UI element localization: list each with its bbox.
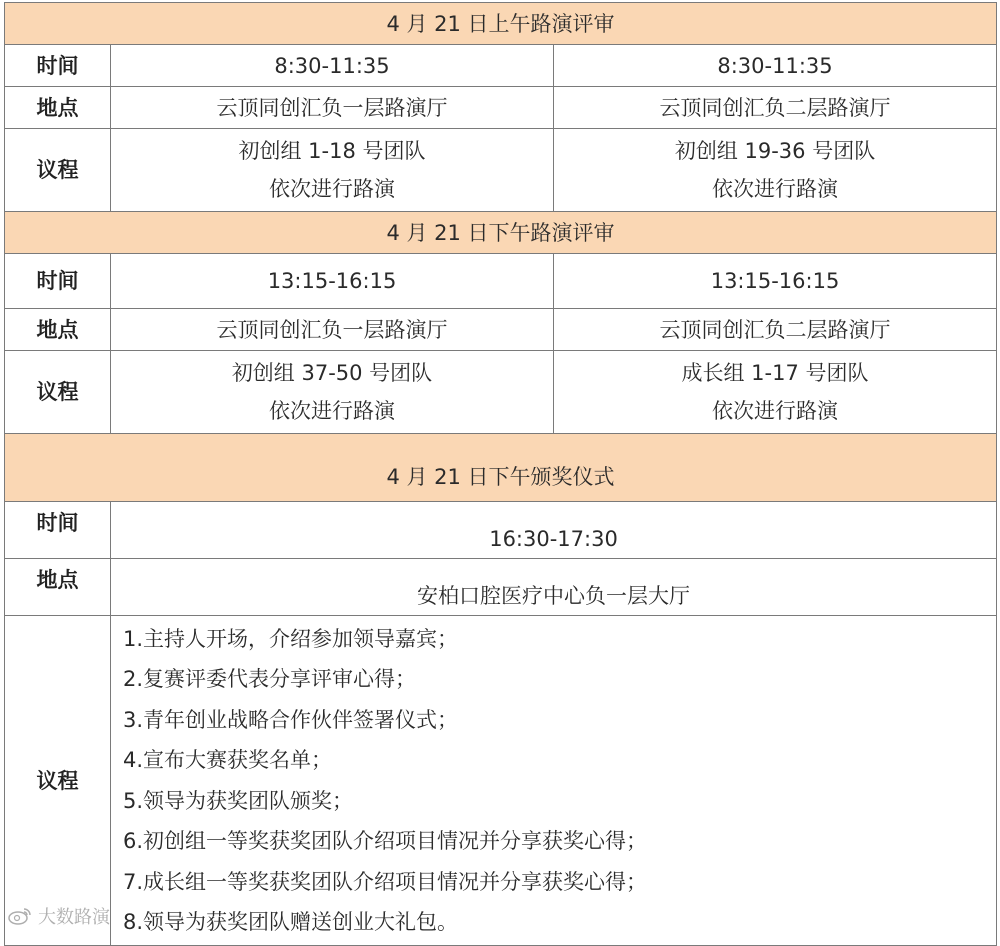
award-time-row bbox=[5, 502, 997, 559]
award-header-row bbox=[5, 434, 997, 502]
afternoon-right-time: 13:15-16:15 bbox=[554, 254, 997, 309]
morning-right-place: 云顶同创汇负二层路演厅 bbox=[554, 87, 997, 129]
award-time-value: 16:30-17:30 bbox=[111, 502, 997, 559]
morning-left-agenda bbox=[111, 129, 554, 212]
afternoon-left-time: 13:15-16:15 bbox=[111, 254, 554, 309]
afternoon-left-agenda-line2: 依次进行路演 bbox=[269, 399, 395, 423]
morning-time-row bbox=[5, 45, 997, 87]
afternoon-time-label: 时间 bbox=[5, 254, 111, 309]
award-place-row bbox=[5, 559, 997, 616]
morning-agenda-label: 议程 bbox=[5, 129, 111, 212]
award-section-title: 4 月 21 日下午颁奖仪式 bbox=[5, 434, 997, 502]
agenda-item-8: 8.领导为获奖团队赠送创业大礼包。 bbox=[123, 910, 459, 934]
afternoon-right-agenda-line2: 依次进行路演 bbox=[712, 399, 839, 423]
watermark bbox=[8, 902, 110, 930]
agenda-item-1: 1.主持人开场，介绍参加领导嘉宾； bbox=[123, 626, 459, 651]
morning-left-agenda-line2: 依次进行路演 bbox=[269, 177, 395, 201]
watermark-text: 大数路演 bbox=[38, 907, 110, 928]
award-agenda-row bbox=[5, 616, 997, 946]
afternoon-left-agenda-line1: 初创组 37-50 号团队 bbox=[231, 361, 433, 385]
award-place-value: 安柏口腔医疗中心负一层大厅 bbox=[111, 559, 997, 616]
afternoon-left-place: 云顶同创汇负一层路演厅 bbox=[111, 309, 554, 351]
morning-place-label: 地点 bbox=[5, 87, 111, 129]
afternoon-right-place: 云顶同创汇负二层路演厅 bbox=[554, 309, 997, 351]
afternoon-place-label: 地点 bbox=[5, 309, 111, 351]
agenda-item-6: 6.初创组一等奖获奖团队介绍项目情况并分享获奖心得； bbox=[123, 829, 648, 853]
morning-right-agenda bbox=[554, 129, 997, 212]
agenda-item-2: 2.复赛评委代表分享评审心得； bbox=[123, 667, 417, 691]
agenda-item-7: 7.成长组一等奖获奖团队介绍项目情况并分享获奖心得； bbox=[123, 869, 648, 894]
morning-section-title: 4 月 21 日上午路演评审 bbox=[5, 3, 997, 45]
morning-left-time: 8:30-11:35 bbox=[111, 45, 554, 87]
morning-header-row bbox=[5, 3, 997, 45]
afternoon-time-row bbox=[5, 254, 997, 309]
afternoon-left-agenda bbox=[111, 351, 554, 434]
afternoon-right-agenda bbox=[554, 351, 997, 434]
morning-agenda-row bbox=[5, 129, 997, 212]
afternoon-header-row bbox=[5, 212, 997, 254]
morning-place-row bbox=[5, 87, 997, 129]
weibo-logo-icon bbox=[8, 907, 32, 925]
award-agenda-list bbox=[111, 616, 997, 946]
award-time-label: 时间 bbox=[5, 502, 111, 559]
morning-right-agenda-line1: 初创组 19-36 号团队 bbox=[674, 139, 876, 163]
agenda-item-5: 5.领导为获奖团队颁奖； bbox=[123, 788, 354, 813]
agenda-item-4: 4.宣布大赛获奖名单； bbox=[123, 748, 333, 772]
award-place-label: 地点 bbox=[5, 559, 111, 616]
morning-right-agenda-line2: 依次进行路演 bbox=[712, 177, 839, 201]
schedule-table bbox=[4, 2, 997, 946]
afternoon-agenda-row bbox=[5, 351, 997, 434]
afternoon-right-agenda-line1: 成长组 1-17 号团队 bbox=[681, 361, 869, 385]
afternoon-section-title: 4 月 21 日下午路演评审 bbox=[5, 212, 997, 254]
agenda-item-3: 3.青年创业战略合作伙伴签署仪式； bbox=[123, 707, 459, 732]
morning-left-agenda-line1: 初创组 1-18 号团队 bbox=[238, 139, 426, 163]
morning-left-place: 云顶同创汇负一层路演厅 bbox=[111, 87, 554, 129]
award-agenda-label: 议程 bbox=[5, 616, 111, 946]
afternoon-place-row bbox=[5, 309, 997, 351]
morning-time-label: 时间 bbox=[5, 45, 111, 87]
morning-right-time: 8:30-11:35 bbox=[554, 45, 997, 87]
afternoon-agenda-label: 议程 bbox=[5, 351, 111, 434]
